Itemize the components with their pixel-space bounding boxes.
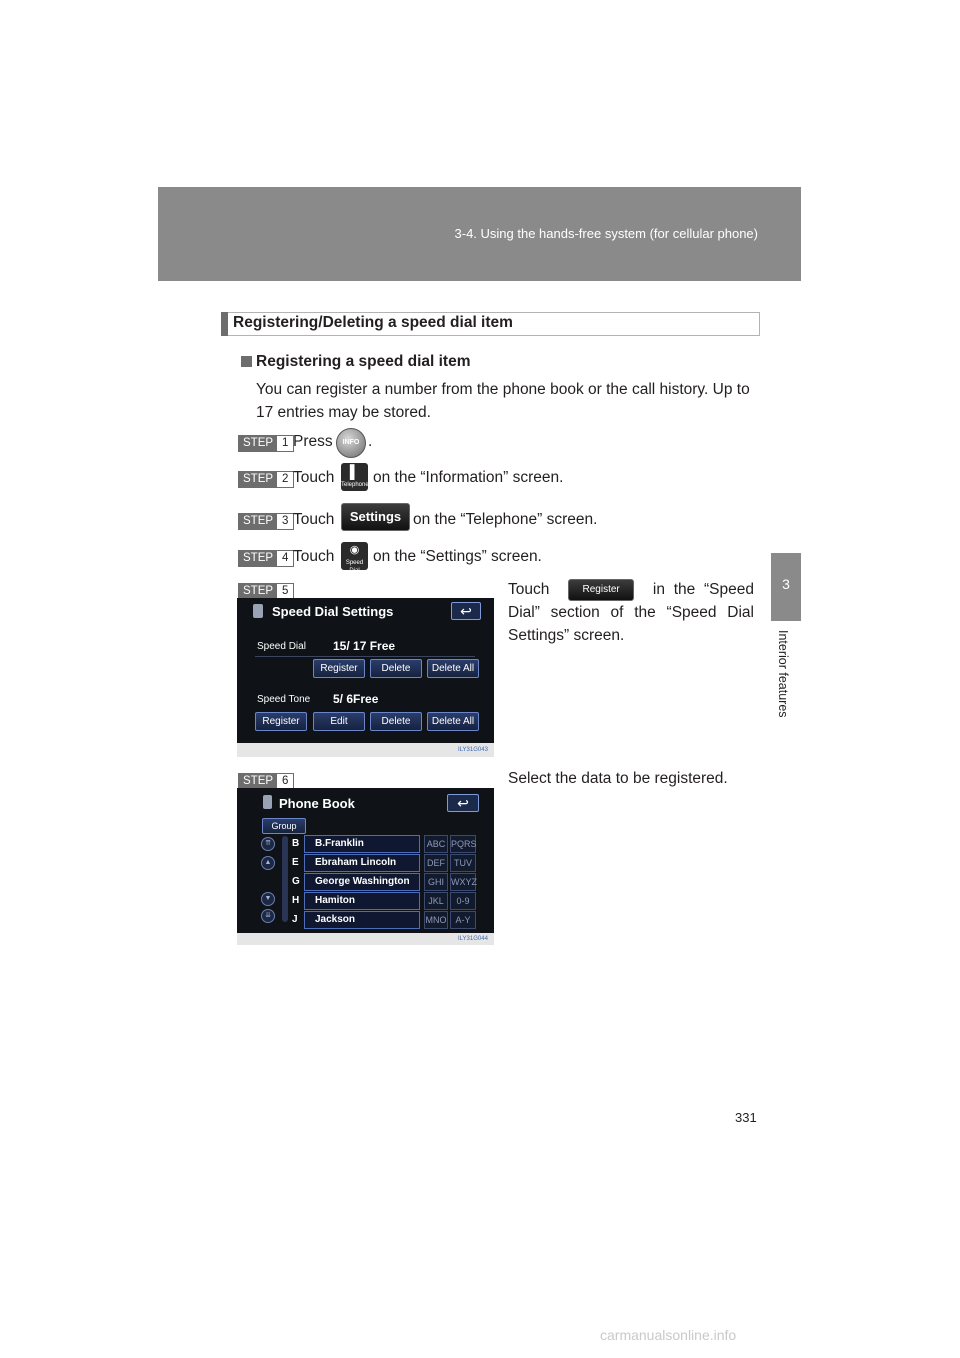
- step-2-badge: STEP 2: [238, 471, 294, 488]
- screen-title: Phone Book: [279, 796, 355, 811]
- speed-tone-label: Speed Tone: [257, 694, 311, 705]
- alphabet-key[interactable]: 0-9: [450, 892, 476, 910]
- page-number: 331: [735, 1110, 757, 1125]
- speed-dial-delete-all-button[interactable]: Delete All: [427, 659, 479, 678]
- speed-dial-delete-button[interactable]: Delete: [370, 659, 422, 678]
- step-3-text-before: Touch: [293, 511, 335, 528]
- step-4-text-before: Touch: [293, 548, 335, 565]
- speed-tone-register-button[interactable]: Register: [255, 712, 307, 731]
- register-button-image: Register: [568, 579, 634, 601]
- step-2-text-after: on the “Information” screen.: [373, 469, 564, 486]
- speed-tone-edit-button[interactable]: Edit: [313, 712, 365, 731]
- intro-paragraph: You can register a number from the phone book or the call history. Up to 17 entries may be stored.: [256, 381, 750, 421]
- speed-tone-delete-all-button[interactable]: Delete All: [427, 712, 479, 731]
- chapter-number: 3: [782, 576, 790, 592]
- speed-dial-label: Speed Dial: [257, 641, 306, 652]
- speed-dial-icon: ◉ Speed Dial: [341, 542, 368, 570]
- image-caption-strip: [237, 743, 494, 757]
- info-button-icon: INFO: [336, 428, 366, 458]
- speed-tone-count: 5/ 6Free: [333, 692, 379, 706]
- section-title-marker: [221, 312, 228, 336]
- step-3-badge: STEP 3: [238, 513, 294, 530]
- speed-dial-register-button[interactable]: Register: [313, 659, 365, 678]
- step-5-text: Touch Register in the “Speed Dial” section of the “Speed Dial Settings” screen.: [508, 578, 754, 647]
- contact-entry[interactable]: Ebraham Lincoln: [304, 854, 420, 872]
- step-6-badge: STEP 6: [238, 773, 294, 790]
- subheading: Registering a speed dial item: [256, 353, 471, 370]
- step-1-text-after: .: [368, 433, 373, 450]
- step-1-badge: STEP 1: [238, 435, 294, 452]
- step-6-text: Select the data to be registered.: [508, 770, 728, 787]
- step-4-text-after: on the “Settings” screen.: [373, 548, 542, 565]
- index-letter: B: [292, 838, 300, 849]
- section-title: Registering/Deleting a speed dial item: [233, 314, 513, 331]
- index-letter: E: [292, 857, 299, 868]
- divider: [255, 656, 475, 657]
- chapter-label: Interior features: [776, 630, 790, 718]
- group-button[interactable]: Group: [262, 818, 306, 834]
- screen-title: Speed Dial Settings: [272, 604, 394, 619]
- contact-entry[interactable]: George Washington: [304, 873, 420, 891]
- phone-icon: [253, 604, 263, 618]
- alphabet-key[interactable]: MNO: [424, 911, 448, 929]
- alphabet-key[interactable]: ABC: [424, 835, 448, 853]
- contact-entry[interactable]: B.Franklin: [304, 835, 420, 853]
- alphabet-key[interactable]: DEF: [424, 854, 448, 872]
- step-5-badge: STEP 5: [238, 583, 294, 600]
- telephone-icon: ▌ Telephone: [341, 463, 368, 491]
- back-button[interactable]: ↩: [447, 794, 479, 812]
- step-3-text-after: on the “Telephone” screen.: [413, 511, 598, 528]
- image-code: ILY31G044: [458, 936, 488, 942]
- phone-icon: [263, 795, 272, 809]
- alphabet-key[interactable]: TUV: [450, 854, 476, 872]
- contact-entry[interactable]: Jackson: [304, 911, 420, 929]
- alphabet-key[interactable]: JKL: [424, 892, 448, 910]
- phone-book-screen: [237, 788, 494, 933]
- speed-dial-settings-screen: [237, 598, 494, 743]
- image-code: ILY31G043: [458, 747, 488, 753]
- index-letter: J: [292, 914, 298, 925]
- page-down-double-icon[interactable]: ⇊: [261, 909, 275, 923]
- page-up-double-icon[interactable]: ⇈: [261, 837, 275, 851]
- scrollbar[interactable]: [282, 836, 288, 922]
- watermark: carmanualsonline.info: [600, 1327, 737, 1343]
- speed-dial-count: 15/ 17 Free: [333, 639, 396, 653]
- section-header: 3-4. Using the hands-free system (for cellular phone): [454, 226, 758, 241]
- alphabet-key[interactable]: WXYZ: [450, 873, 476, 891]
- subheading-bullet-icon: [241, 356, 252, 367]
- step-1-text-before: Press: [293, 433, 333, 450]
- step-4-badge: STEP 4: [238, 550, 294, 567]
- page-down-icon[interactable]: ▼: [261, 892, 275, 906]
- image-caption-strip: [237, 933, 494, 945]
- index-letter: G: [292, 876, 300, 887]
- page-up-icon[interactable]: ▲: [261, 856, 275, 870]
- speed-tone-delete-button[interactable]: Delete: [370, 712, 422, 731]
- alphabet-key[interactable]: GHI: [424, 873, 448, 891]
- alphabet-key[interactable]: PQRS: [450, 835, 476, 853]
- back-button[interactable]: ↩: [451, 602, 481, 620]
- settings-button-image: Settings: [341, 503, 410, 531]
- index-letter: H: [292, 895, 300, 906]
- alphabet-key[interactable]: A-Y: [450, 911, 476, 929]
- contact-entry[interactable]: Hamiton: [304, 892, 420, 910]
- step-2-text-before: Touch: [293, 469, 335, 486]
